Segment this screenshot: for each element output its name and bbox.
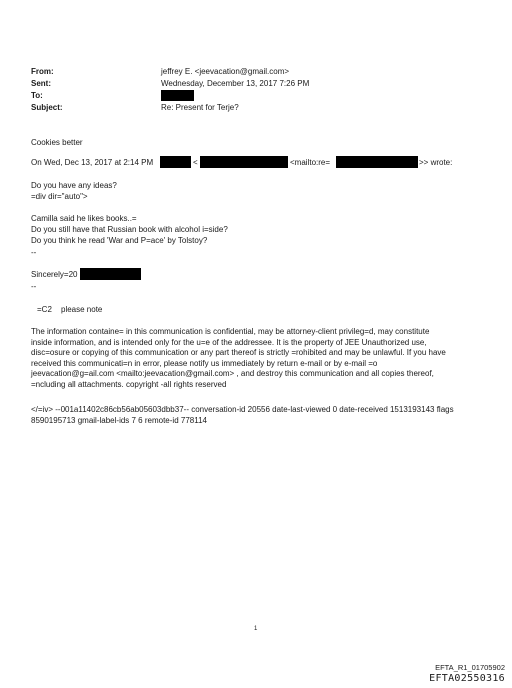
page-number: 1 [254, 626, 258, 632]
sincerely-text: Sincerely=20 [31, 270, 78, 279]
redaction-mailto-address [336, 156, 418, 168]
quote-line-div: =div dir="auto"> [31, 192, 88, 201]
quote-line-ideas: Do you have any ideas? [31, 181, 117, 190]
quote-wrote: >> wrote: [419, 158, 453, 167]
redaction-sender-name [160, 156, 191, 168]
quote-line-camilla: Camilla said he likes books..= [31, 214, 137, 223]
reply-text: Cookies better [31, 138, 83, 147]
subject-value: Re: Present for Terje? [161, 103, 239, 112]
from-label: From: [31, 67, 54, 76]
sent-value: Wednesday, December 13, 2017 7:26 PM [161, 79, 310, 88]
quote-dash-1: -- [31, 248, 37, 257]
quote-line-tolstoy: Do you think he read 'War and P=ace' by Tolstoy? [31, 236, 208, 245]
subject-label: Subject: [31, 103, 63, 112]
quote-lt: < [193, 158, 198, 167]
footer-id-large: EFTA02550316 [429, 673, 505, 684]
redaction-to [161, 90, 194, 101]
to-label: To: [31, 91, 43, 100]
note-text: please note [61, 305, 103, 314]
footer-id-small: EFTA_R1_01705902 [435, 663, 505, 672]
note-code: =C2 [37, 305, 52, 314]
quote-intro-date: On Wed, Dec 13, 2017 at 2:14 PM [31, 158, 154, 167]
redaction-sender-email [200, 156, 288, 168]
quote-dash-2: -- [31, 282, 37, 291]
redaction-signature [80, 268, 141, 280]
sent-label: Sent: [31, 79, 51, 88]
quote-mailto: <mailto:re= [290, 158, 331, 167]
quote-line-russian: Do you still have that Russian book with alcohol i=side? [31, 225, 228, 234]
email-metadata: </=iv> --001a11402c86cb56ab05603dbb37-- conversation-id 20556 date-last-viewed 0 date-received 1513193143 flags 8590195713 gmail-label-ids 7 6 remote-id 778114 [31, 405, 454, 425]
from-value: jeffrey E. <jeevacation@gmail.com> [161, 67, 290, 76]
confidentiality-notice: The information containe= in this communication is confidential, may be attorney-client privileg=d, may constitute inside information, and is intended only for the u=e of the addressee. It is the property of JEE Unauthorized use, disc=osure or copying of this communication or any part thereof is strictly =rohibited and may be unlawful. If you have received this communicati=n in error, please notify us immediately by return e-mail or by e-mail =o jeevacation@g=ail.com <mailto:jeevacation@gmail.com> , and destroy this communication and all copies thereof, =ncluding all attachments. copyright -all rights reserved [31, 327, 446, 389]
